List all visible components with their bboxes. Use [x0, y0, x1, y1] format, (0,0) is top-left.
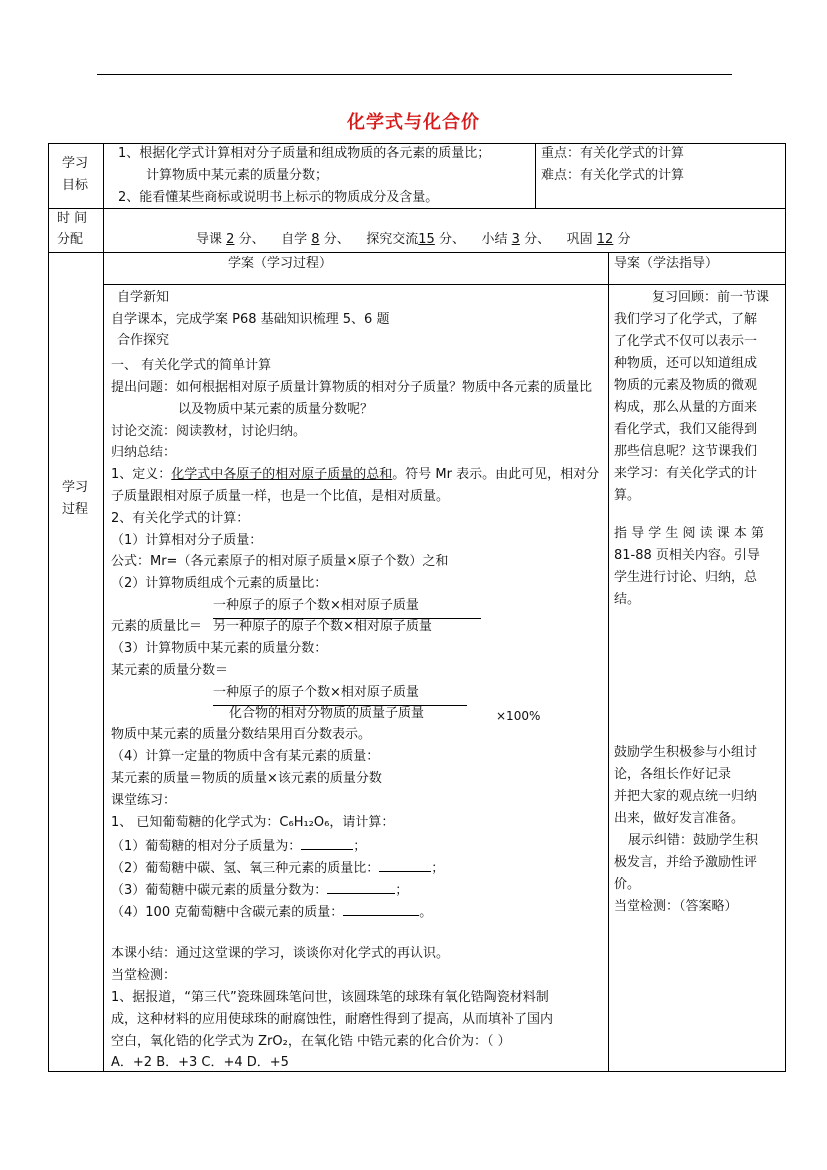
- practice-question: 1、 已知葡萄糖的化学式为：C₆H₁₂O₆，请计算：: [111, 815, 395, 830]
- section-one-heading: 一、 有关化学式的简单计算: [111, 358, 272, 373]
- guide-line: 并把大家的观点统一归纳: [614, 789, 758, 804]
- fraction-numerator: 一种原子的原子个数×相对原子质量: [213, 685, 419, 700]
- header-rule: [97, 74, 732, 75]
- guide-line: 当堂检测：（答案略）: [614, 899, 738, 914]
- summary-heading: 归纳总结：: [111, 445, 177, 460]
- goals-label-1: 学习: [62, 156, 89, 171]
- guide-line: 鼓励学生积极参与小组讨: [614, 745, 758, 760]
- guide-line: 来学习：有关化学式的计: [614, 466, 758, 481]
- practice-item-2: （2）葡萄糖中碳、氢、氧三种元素的质量比： ；: [111, 857, 444, 879]
- calc-4-heading: （4）计算一定量的物质中含有某元素的质量：: [111, 749, 380, 764]
- fraction-note: 物质中某元素的质量分数结果用百分数表示。: [111, 727, 372, 742]
- guide-line: 构成，那么从量的方面来: [614, 400, 758, 415]
- goals-label-2: 目标: [62, 178, 89, 193]
- calc-heading: 2、有关化学式的计算：: [111, 511, 250, 526]
- guide-line: 结。: [614, 592, 641, 607]
- process-header-divider: [103, 284, 786, 285]
- time-value-summary: 3: [511, 232, 520, 247]
- definition-text: 化学式中各原子的相对原子质量的总和: [171, 467, 393, 482]
- calc-1-heading: （1）计算相对分子质量：: [111, 533, 263, 548]
- test-heading: 当堂检测：: [111, 968, 177, 983]
- time-value-intro: 2: [226, 232, 235, 247]
- discussion-line: 讨论交流：阅读教材，讨论归纳。: [111, 424, 307, 439]
- calc-1-formula: 公式：Mr=（各元素原子的相对原子质量×原子个数）之和: [111, 554, 449, 569]
- key-point: 重点：有关化学式的计算: [541, 146, 685, 161]
- test-question-line-2: 成，这种材料的应用使球珠的耐腐蚀性，耐磨性得到了提高，从而填补了国内: [111, 1012, 554, 1027]
- guide-line: 我们学习了化学式，了解: [614, 312, 758, 327]
- test-options: A．+2 B．+3 C．+4 D．+5: [111, 1055, 289, 1070]
- page-title: 化学式与化合价: [347, 112, 480, 133]
- definition-line-2: 子质量跟相对原子质量一样，也是一个比值，是相对质量。: [111, 489, 450, 504]
- time-value-consolidate: 12: [596, 232, 614, 247]
- key-point-col-divider: [535, 143, 536, 208]
- guide-line: 种物质，还可以知道组成: [614, 356, 758, 371]
- answer-blank-3[interactable]: [327, 879, 395, 894]
- label-col-divider-time: [103, 208, 104, 252]
- guide-line: 极发言，并给予激励性评: [614, 855, 758, 870]
- question-line-1: 提出问题：如何根据相对原子质量计算物质的相对分子质量？物质中各元素的质量比: [111, 380, 593, 395]
- test-question-line-1: 1、据报道，“第三代”瓷珠圆珠笔问世，该圆珠笔的球珠有氧化锆陶瓷材料制: [111, 990, 549, 1005]
- process-label-1: 学习: [62, 480, 89, 495]
- guide-line: 学生进行讨论、归纳，总: [614, 570, 758, 585]
- practice-heading: 课堂练习：: [111, 793, 177, 808]
- guide-line: 指 导 学 生 阅 读 课 本 第: [614, 526, 765, 541]
- guide-line: 81-88 页相关内容。引导: [614, 548, 760, 563]
- row-divider-goals: [48, 208, 786, 209]
- guide-line: 看化学式，我们又能得到: [614, 422, 758, 437]
- self-study-heading: 自学新知: [117, 290, 170, 305]
- study-plan-header: 学案（学习过程）: [228, 256, 333, 271]
- guide-line: 复习回顾：前一节课: [652, 290, 770, 305]
- ratio-numerator: 一种原子的原子个数×相对原子质量: [213, 598, 419, 613]
- time-allocation: 导课 2 分、 自学 8 分、 探究交流15 分、 小结 3 分、 巩固 12 分: [196, 232, 631, 247]
- answer-blank-4[interactable]: [343, 901, 419, 916]
- definition-line: 1、定义：化学式中各原子的相对原子质量的总和。符号 Mr 表示。由此可见，相对分: [111, 467, 600, 482]
- question-line-2: 以及物质中某元素的质量分数呢？: [178, 402, 374, 417]
- answer-blank-1[interactable]: [301, 835, 353, 850]
- goal-item-1-cont: 计算物质中某元素的质量分数；: [146, 168, 329, 183]
- ratio-denominator: 另一种原子的原子个数×相对原子质量: [213, 619, 432, 634]
- guide-line: 了化学式不仅可以表示一: [614, 334, 758, 349]
- guide-line: 展示纠错：鼓励学生积: [628, 833, 759, 848]
- calc-2-heading: （2）计算物质组成个元素的质量比：: [111, 576, 328, 591]
- fraction-label: 某元素的质量分数＝: [111, 663, 229, 678]
- label-col-divider-goals: [103, 143, 104, 208]
- guide-line: 那些信息呢？这节课我们: [614, 444, 758, 459]
- guide-line: 物质的元素及物质的微观: [614, 378, 758, 393]
- practice-item-3: （3）葡萄糖中碳元素的质量分数为： ；: [111, 879, 408, 901]
- row-divider-time: [48, 252, 786, 253]
- ratio-label: 元素的质量比＝: [111, 619, 203, 634]
- practice-item-1: （1）葡萄糖的相对分子质量为： ；: [111, 835, 366, 857]
- guide-line: 论，各组长作好记录: [614, 767, 732, 782]
- guide-line: 算。: [614, 488, 641, 503]
- calc-3-heading: （3）计算物质中某元素的质量分数：: [111, 641, 328, 656]
- goal-item-2: 2、能看懂某些商标或说明书上标示的物质成分及含量。: [118, 190, 439, 205]
- cooperative-heading: 合作探究: [117, 333, 170, 348]
- time-label-2: 分配: [57, 232, 84, 247]
- label-col-divider-process: [103, 252, 104, 1072]
- fraction-denominator: 化合物的相对分物质的质量子质量: [229, 706, 425, 721]
- time-value-self-study: 8: [311, 232, 320, 247]
- test-question-line-3: 空白，氧化锆的化学式为 ZrO₂，在氧化锆 中锆元素的化合价为：（ ）: [111, 1034, 511, 1049]
- process-label-2: 过程: [62, 502, 89, 517]
- time-value-inquiry: 15: [418, 232, 435, 247]
- guide-plan-header: 导案（学法指导）: [614, 256, 719, 271]
- goal-item-1: 1、根据化学式计算相对分子质量和组成物质的各元素的质量比；: [118, 146, 491, 161]
- self-study-task: 自学课本，完成学案 P68 基础知识梳理 5、6 题: [111, 312, 390, 327]
- fraction-multiplier: ×100%: [496, 709, 541, 723]
- guide-line: 出来，做好发言准备。: [614, 811, 745, 826]
- time-label-1: 时 间: [57, 211, 88, 226]
- guide-col-divider: [608, 252, 609, 1072]
- practice-item-4: （4）100 克葡萄糖中含碳元素的质量： 。: [111, 901, 432, 923]
- guide-line: 价。: [614, 877, 641, 892]
- answer-blank-2[interactable]: [379, 857, 431, 872]
- calc-4-formula: 某元素的质量＝物质的质量×该元素的质量分数: [111, 771, 382, 786]
- difficulty-point: 难点：有关化学式的计算: [541, 168, 685, 183]
- lesson-summary: 本课小结：通过这堂课的学习，谈谈你对化学式的再认识。: [111, 946, 450, 961]
